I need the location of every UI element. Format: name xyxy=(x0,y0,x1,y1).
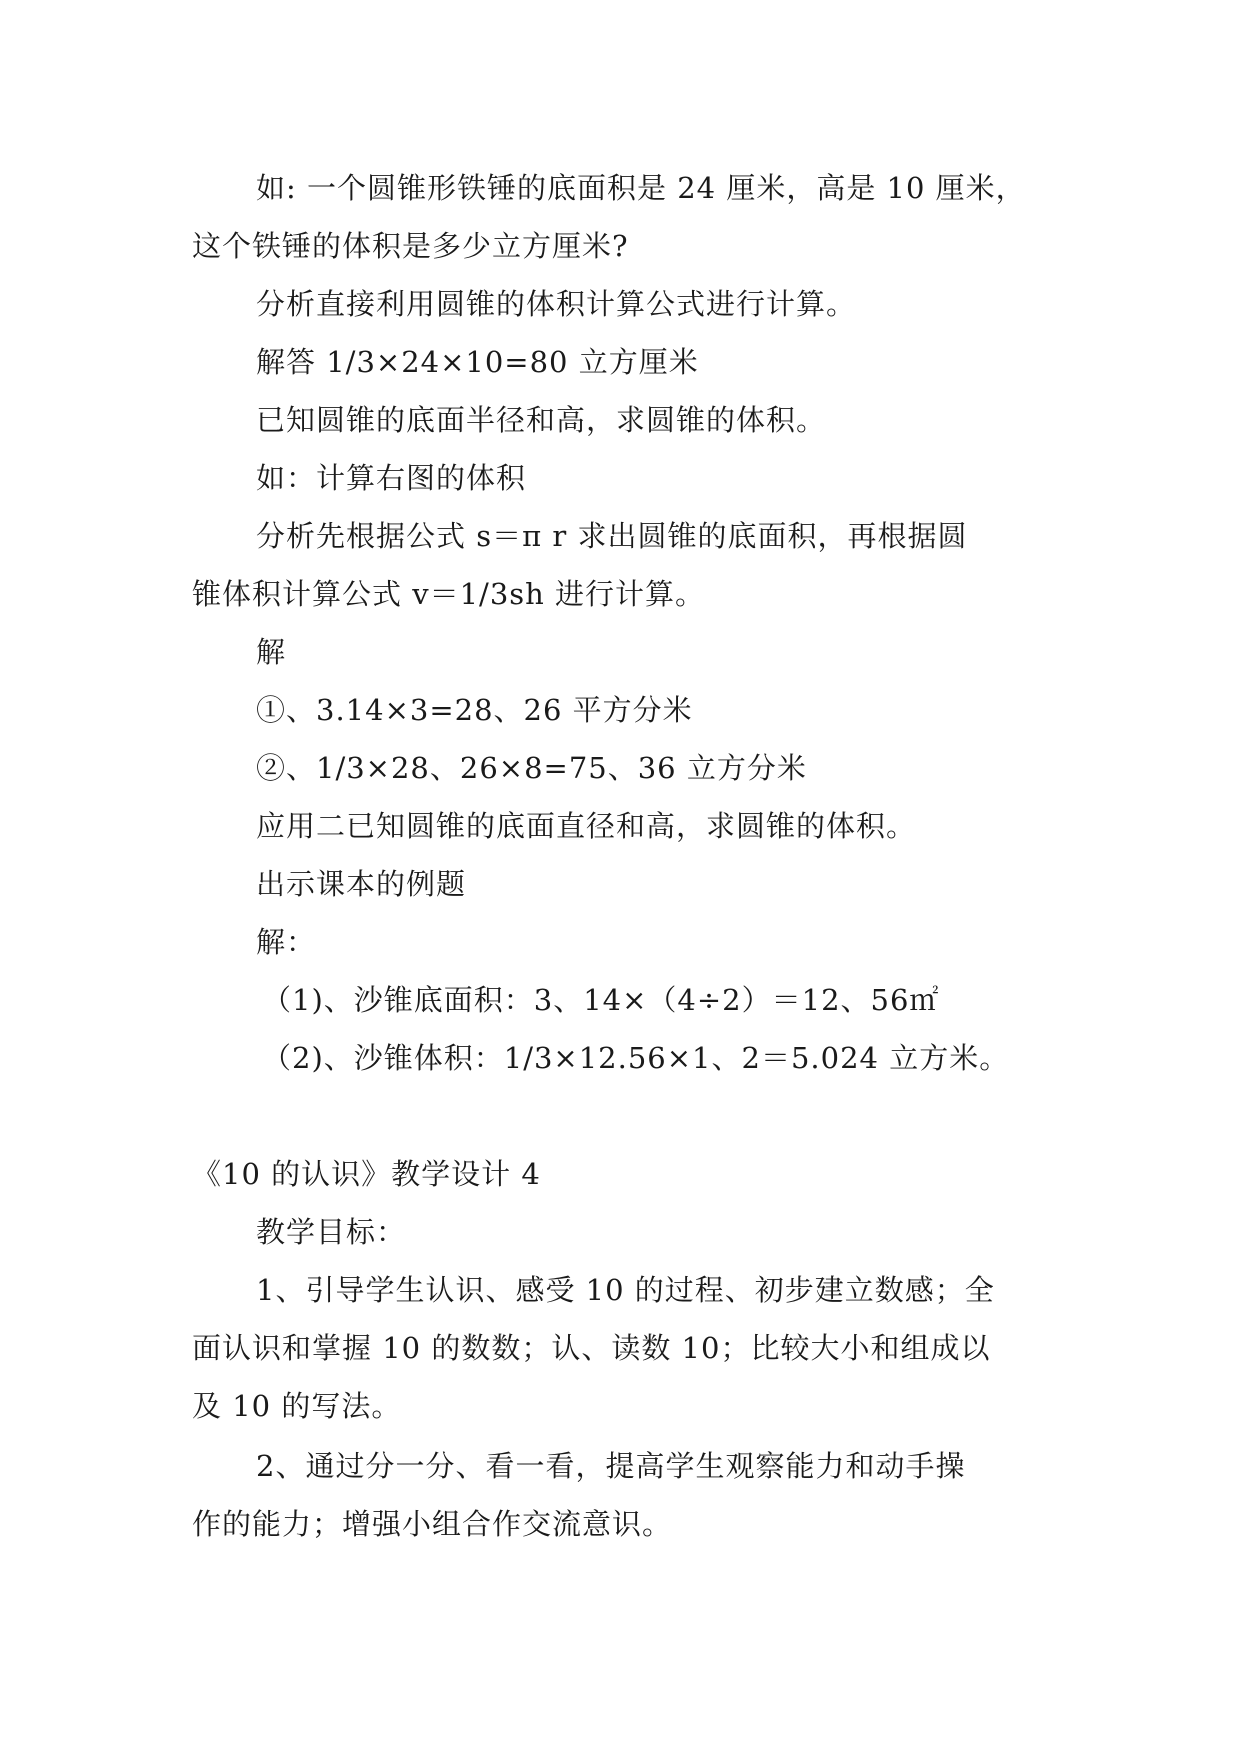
sand-cone-volume-line: （2)、沙锥体积：1/3×12.56×1、2＝5.024 立方米。 xyxy=(262,1041,1010,1075)
teaching-goals-heading: 教学目标： xyxy=(256,1215,407,1249)
analysis-formula-line-2: 锥体积计算公式 v＝1/3sh 进行计算。 xyxy=(192,577,706,611)
analysis-formula-line-1: 分析先根据公式 s＝π r 求出圆锥的底面积，再根据圆 xyxy=(256,519,968,553)
goal-2-line-2: 作的能力；增强小组合作交流意识。 xyxy=(192,1507,673,1541)
solution-label: 解 xyxy=(256,635,287,669)
section-title: 《10 的认识》教学设计 4 xyxy=(192,1157,541,1191)
application-two-line: 应用二已知圆锥的底面直径和高，求圆锥的体积。 xyxy=(256,809,917,843)
sand-cone-area-line: （1)、沙锥底面积：3、14×（4÷2）＝12、56㎡ xyxy=(262,983,940,1017)
compute-figure-line: 如：计算右图的体积 xyxy=(256,461,527,495)
example-question-line-2: 这个铁锤的体积是多少立方厘米? xyxy=(192,229,629,263)
answer-line: 解答 1/3×24×10=80 立方厘米 xyxy=(256,345,699,379)
goal-1-line-1: 1、引导学生认识、感受 10 的过程、初步建立数感；全 xyxy=(256,1273,995,1307)
solution-step-2: ②、1/3×28、26×8=75、36 立方分米 xyxy=(256,751,807,785)
goal-1-line-3: 及 10 的写法。 xyxy=(192,1389,402,1423)
solution-label-2: 解： xyxy=(256,925,317,959)
textbook-example-line: 出示课本的例题 xyxy=(256,867,467,901)
known-radius-line: 已知圆锥的底面半径和高，求圆锥的体积。 xyxy=(256,403,827,437)
goal-2-line-1: 2、通过分一分、看一看，提高学生观察能力和动手操 xyxy=(256,1449,966,1483)
goal-1-line-2: 面认识和掌握 10 的数数；认、读数 10；比较大小和组成以 xyxy=(192,1331,991,1365)
example-question-line-1: 如: 一个圆锥形铁锤的底面积是 24 厘米，高是 10 厘米， xyxy=(256,171,1026,205)
solution-step-1: ①、3.14×3=28、26 平方分米 xyxy=(256,693,693,727)
analysis-line: 分析直接利用圆锥的体积计算公式进行计算。 xyxy=(256,287,857,321)
